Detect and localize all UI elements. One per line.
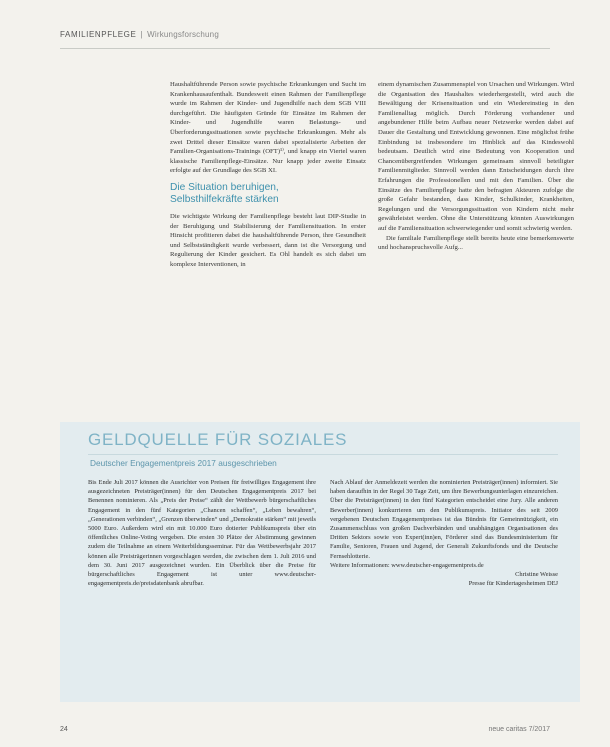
subheading-line-1: Die Situation beruhigen,	[170, 181, 279, 193]
info-box-paragraph: Bis Ende Juli 2017 können die Ausrichter von Preisen für freiwilliges Engagement ihre ausgezeichneten Preisträger(innen) für den Deutschen Engagementpreis 2017 bei Benennen nominieren. Als „Preis der Preise“ zählt der Wettbewerb bürgerschaftliches Engagement in den fünf Kategorien „Chancen schaffen“, „Leben bewahren“, „Generationen verbinden“, „Grenzen überwinden“ und „Demokratie stärken“ mit jeweils 5000 Euro. Außerdem wird ein mit 10.000 Euro dotierter Publikumspreis über ein öffentliches Online-Voting vergeben. Die ersten 30 Plätze der Abstimmung gewinnen zudem die Teilnahme an einem Weiterbildungsseminar. Für das Wettbewerbsjahr 2017 können alle Preisträgerinnen vorgeschlagen werden, die zwischen dem 1. Juli 2016 und dem 30. Juni 2017 ausgezeichnet wurden. Ein Überblick über die Preise für bürgerschaftliches Engagement ist unter www.deutscher-engagementpreis.de/preisdatenbank abrufbar.	[88, 479, 317, 588]
running-header	[60, 30, 550, 49]
header-separator: |	[140, 30, 144, 39]
article-paragraph: einem dynamischen Zusammenspiel von Ursachen und Wirkungen. Wird die Organisation des Haushaltes wiederhergestellt, wird auch die Bewältigung der Krisensituation und ein Wiedereinstieg in den Familienalltag möglich. Durch Förderung vorhandener und angebundener Hilfe beim Aufbau neuer Netzwerke werden dabei auf Dauer die Gestaltung und Entwicklung gewonnen. Eine möglichst frühe Einbindung ist insbesondere im Hinblick auf das Kindeswohl bedeutsam. Deutlich wird eine Bedeutung von Kooperation und Chancenübergreifenden Wirkungen gemeinsam sinnvoll beteiligter Familienmitglieder. Sinnvoll werden dann Entscheidungen durch ihre Erfahrungen die Professionellen und mit den Familien. Über die Einsätze des Familienpflege hatte den befragten Akteuren zufolge die große Gefahr bestanden, dass Kinder, Schulkinder, Krankheiten, Regelungen und die Versorgungssituation von Kindern nicht mehr gewährleistet werden. Ohne die Unterstützung könnten Auswirkungen auf die Familiensituation schwerwiegender und somit schwierig werden.	[378, 81, 574, 232]
info-box-paragraph: Nach Ablauf der Anmeldezeit werden die nominierten Preisträger(innen) informiert. Sie haben daraufhin in der Regel 30 Tage Zeit, um ihre Bewerbungsunterlagen einzureichen. Über die Preisträger(innen) in den fünf Kategorien entscheidet eine Jury. Alle anderen Bewerber(innen) konkurrieren um den Publikumspreis. Initiator des seit 2009 vergebenen Deutschen Engagementpreises ist das Bündnis für Gemeinnützigkeit, ein Zusammenschluss von großen Dachverbänden und unabhängigen Organisationen des Dritten Sektors sowie von Expert(inn)en, Förderer sind das Bundesministerium für Familie, Senioren, Frauen und Jugend, der Generali Zukunftsfonds und die Deutsche Fernsehlotterie.	[330, 479, 558, 560]
page-number: 24	[60, 726, 68, 733]
article-paragraph: Die wichtigste Wirkung der Familienpflege besteht laut DIP-Studie in der Beruhigung und Stabilisierung der Familiensituation. In erster Hinsicht profitieren dabei die haushaltführende Person, ihre Gesundheit und Selbstständigkeit wurde verbessert, dann ist die Versorgung und Regulierung der Kinder gesichert. Es Ohl handelt es sich dabei um komplexe Interventionen, in	[170, 212, 366, 268]
article-columns	[170, 80, 574, 270]
info-box-title: GELDQUELLE FÜR SOZIALES	[88, 430, 348, 449]
subheading	[170, 182, 366, 206]
subsection-label: Wirkungsforschung	[147, 30, 219, 39]
info-box-columns	[88, 478, 558, 588]
section-label: FAMILIENPFLEGE	[60, 30, 137, 39]
subheading-line-2: Selbsthilfekräfte stärken	[170, 193, 279, 205]
info-box-web-link[interactable]: Weitere Informationen: www.deutscher-engagementpreis.de	[330, 561, 484, 569]
info-box-column-left	[88, 478, 316, 588]
author-role: Presse für Kindertagesheimen DEJ	[468, 580, 558, 588]
article-column-left	[170, 80, 366, 270]
info-box-column-right	[330, 478, 558, 588]
info-box-subtitle: Deutscher Engagementpreis 2017 ausgeschrieben	[90, 458, 277, 468]
article-paragraph: Haushaltführende Person sowie psychische Erkrankungen und Sucht im Krankenhausaufenthalt. Bundesweit einen Rahmen der Familienpflege wurde im Rahmen der Kinder- und Jugendhilfe nach dem SGB VIII durchgeführt. Die häufigsten Gründe für Einsätze im Rahmen der Kinder- und Jugendhilfe waren Belastungs- und Überforderungssituationen sowie psychische Erkrankungen. Mehr als zwei Drittel dieser Einsätze waren dabei spezialisierte Arbeiten der Familien-Organisations-Trainings (OFT)¹⁾, und knapp ein Viertel waren klassische Familienpflege-Einsätze. Nur knapp jeder zweite Einsatz erfolgte auf der Grundlage des SGB XI.	[170, 81, 366, 175]
author-name: Christine Weisse	[515, 571, 558, 579]
info-box	[60, 422, 580, 702]
publication-source: neue caritas 7/2017	[488, 726, 550, 733]
article-paragraph: Die familiale Familienpflege stellt bereits heute eine bemerkenswerte und hochanspruchsvolle Aufg...	[378, 234, 574, 252]
article-column-right	[378, 80, 574, 270]
